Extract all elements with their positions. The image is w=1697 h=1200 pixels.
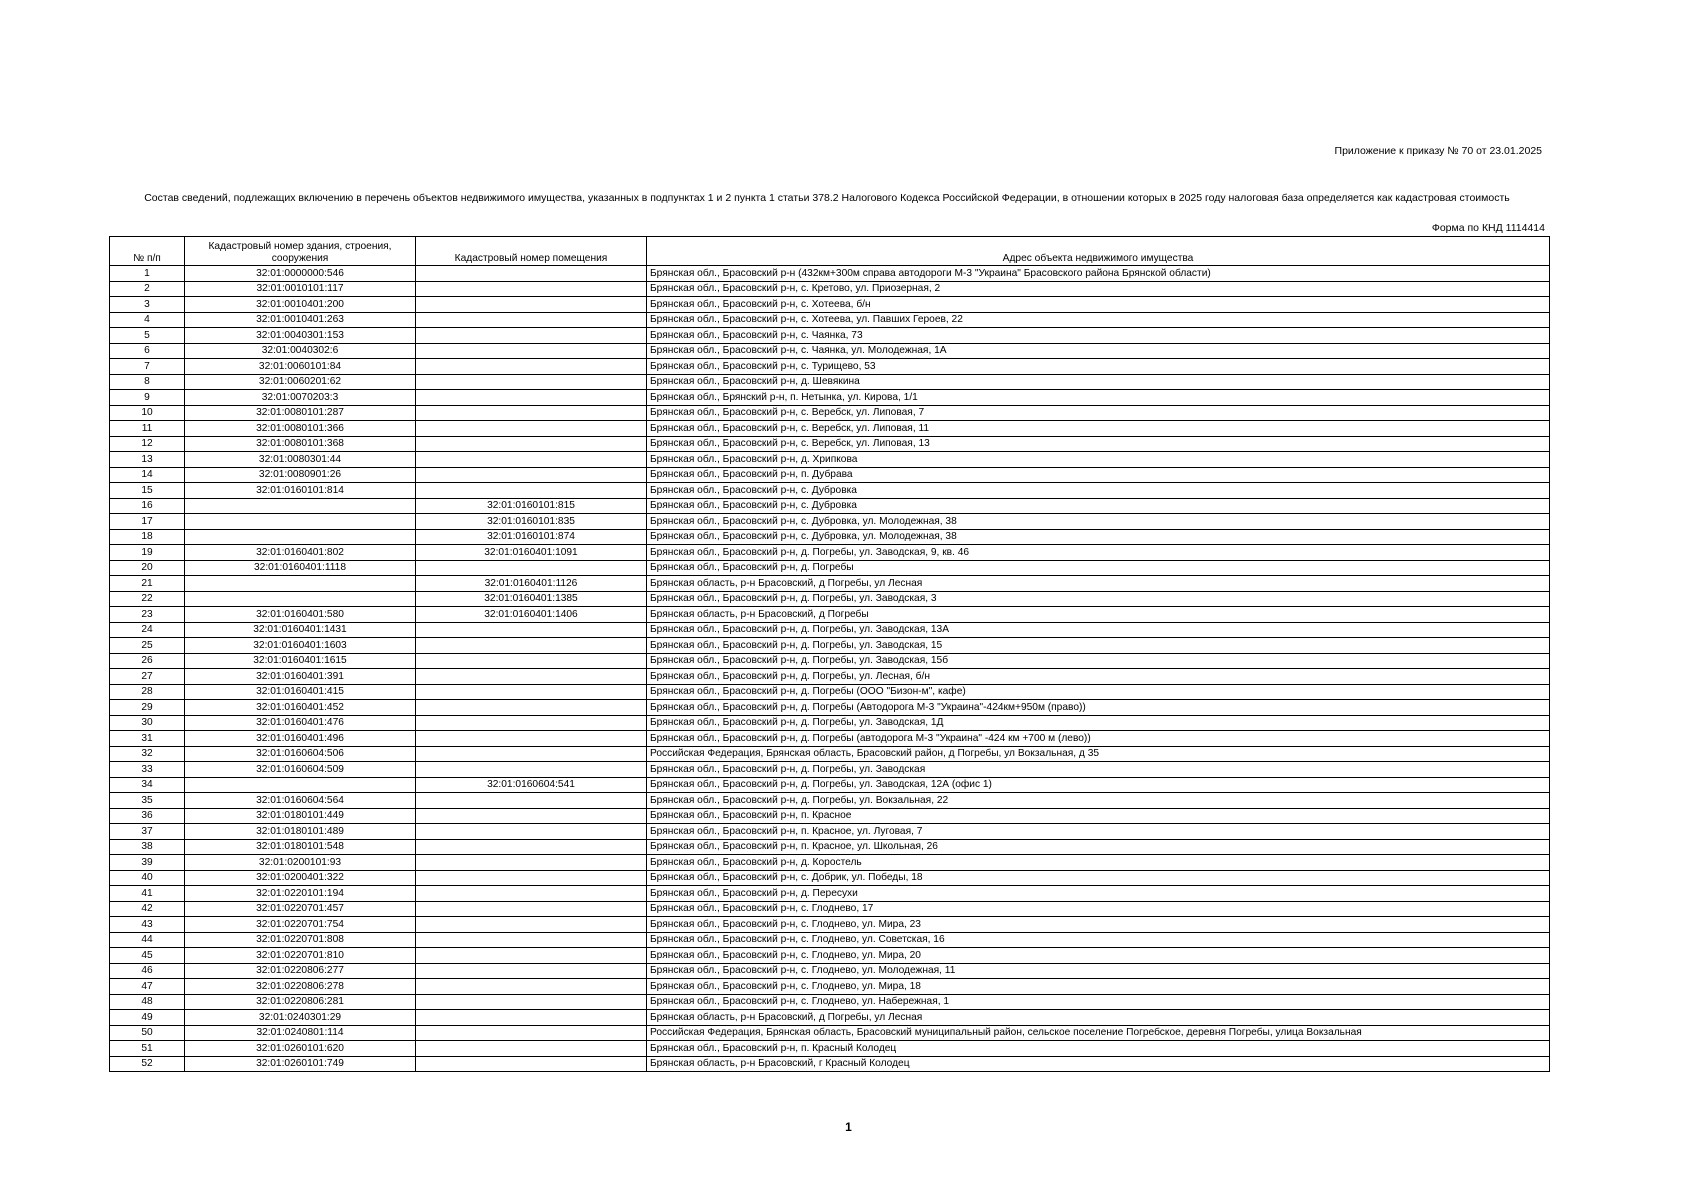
page-number: 1 bbox=[845, 1120, 852, 1134]
room-cadastral-number: 32:01:0160101:815 bbox=[416, 498, 647, 514]
room-cadastral-number bbox=[416, 839, 647, 855]
document-title: Состав сведений, подлежащих включению в перечень объектов недвижимого имущества, указанных в подпунктах 1 и 2 пункта 1 статьи 378.2 Налогового Кодекса Российской Федерации, в отношении которых в 2025 году налоговая база определяется как кадастровая стоимость bbox=[144, 192, 1510, 204]
building-cadastral-number bbox=[185, 591, 416, 607]
row-number: 24 bbox=[110, 622, 185, 638]
room-cadastral-number bbox=[416, 560, 647, 576]
table-row bbox=[110, 793, 1550, 809]
room-cadastral-number bbox=[416, 297, 647, 313]
table-row bbox=[110, 684, 1550, 700]
table-row bbox=[110, 607, 1550, 623]
building-cadastral-number: 32:01:0220806:277 bbox=[185, 963, 416, 979]
table-row bbox=[110, 436, 1550, 452]
table-row bbox=[110, 467, 1550, 483]
row-number: 10 bbox=[110, 405, 185, 421]
appendix-note: Приложение к приказу № 70 от 23.01.2025 bbox=[1334, 145, 1542, 157]
building-cadastral-number: 32:01:0040302:6 bbox=[185, 343, 416, 359]
address-cell: Брянская обл., Брасовский р-н, с. Веребск, ул. Липовая, 11 bbox=[647, 421, 1550, 437]
address-cell: Брянская обл., Брасовский р-н, с. Глоднево, ул. Мира, 23 bbox=[647, 917, 1550, 933]
room-cadastral-number: 32:01:0160401:1406 bbox=[416, 607, 647, 623]
room-cadastral-number bbox=[416, 948, 647, 964]
table-row bbox=[110, 638, 1550, 654]
row-number: 23 bbox=[110, 607, 185, 623]
building-cadastral-number: 32:01:0160401:496 bbox=[185, 731, 416, 747]
table-row bbox=[110, 405, 1550, 421]
room-cadastral-number bbox=[416, 405, 647, 421]
row-number: 28 bbox=[110, 684, 185, 700]
row-number: 47 bbox=[110, 979, 185, 995]
table-row bbox=[110, 886, 1550, 902]
table-row bbox=[110, 839, 1550, 855]
room-cadastral-number bbox=[416, 374, 647, 390]
address-cell: Брянская обл., Брасовский р-н, д. Шевякина bbox=[647, 374, 1550, 390]
building-cadastral-number: 32:01:0160401:415 bbox=[185, 684, 416, 700]
building-cadastral-number: 32:01:0220701:810 bbox=[185, 948, 416, 964]
room-cadastral-number bbox=[416, 343, 647, 359]
table-row bbox=[110, 591, 1550, 607]
room-cadastral-number bbox=[416, 808, 647, 824]
room-cadastral-number bbox=[416, 824, 647, 840]
building-cadastral-number: 32:01:0010401:200 bbox=[185, 297, 416, 313]
table-row bbox=[110, 715, 1550, 731]
room-cadastral-number bbox=[416, 746, 647, 762]
room-cadastral-number bbox=[416, 963, 647, 979]
room-cadastral-number bbox=[416, 390, 647, 406]
address-cell: Брянская область, р-н Брасовский, г Красный Колодец bbox=[647, 1056, 1550, 1072]
table-row bbox=[110, 855, 1550, 871]
room-cadastral-number: 32:01:0160401:1126 bbox=[416, 576, 647, 592]
table-row bbox=[110, 1010, 1550, 1026]
table-row bbox=[110, 312, 1550, 328]
address-cell: Брянская обл., Брасовский р-н, с. Дубровка, ул. Молодежная, 38 bbox=[647, 529, 1550, 545]
table-body bbox=[110, 266, 1550, 1072]
row-number: 11 bbox=[110, 421, 185, 437]
address-cell: Брянская обл., Брасовский р-н, с. Глоднево, ул. Мира, 20 bbox=[647, 948, 1550, 964]
row-number: 43 bbox=[110, 917, 185, 933]
room-cadastral-number bbox=[416, 1025, 647, 1041]
table-row bbox=[110, 979, 1550, 995]
building-cadastral-number: 32:01:0180101:489 bbox=[185, 824, 416, 840]
table-row bbox=[110, 1041, 1550, 1057]
room-cadastral-number bbox=[416, 762, 647, 778]
room-cadastral-number bbox=[416, 1056, 647, 1072]
room-cadastral-number bbox=[416, 622, 647, 638]
row-number: 15 bbox=[110, 483, 185, 499]
address-cell: Брянская обл., Брянский р-н, п. Нетынка, ул. Кирова, 1/1 bbox=[647, 390, 1550, 406]
room-cadastral-number bbox=[416, 793, 647, 809]
address-cell: Брянская обл., Брасовский р-н, д. Пересухи bbox=[647, 886, 1550, 902]
address-cell: Брянская обл., Брасовский р-н, д. Коростель bbox=[647, 855, 1550, 871]
row-number: 51 bbox=[110, 1041, 185, 1057]
room-cadastral-number bbox=[416, 855, 647, 871]
building-cadastral-number: 32:01:0200101:93 bbox=[185, 855, 416, 871]
row-number: 34 bbox=[110, 777, 185, 793]
building-cadastral-number: 32:01:0040301:153 bbox=[185, 328, 416, 344]
building-cadastral-number: 32:01:0160401:452 bbox=[185, 700, 416, 716]
address-cell: Брянская обл., Брасовский р-н, с. Глоднево, ул. Мира, 18 bbox=[647, 979, 1550, 995]
building-cadastral-number: 32:01:0160604:564 bbox=[185, 793, 416, 809]
room-cadastral-number bbox=[416, 932, 647, 948]
table-row bbox=[110, 762, 1550, 778]
table-row bbox=[110, 963, 1550, 979]
table-row bbox=[110, 328, 1550, 344]
row-number: 18 bbox=[110, 529, 185, 545]
address-cell: Брянская обл., Брасовский р-н, с. Веребск, ул. Липовая, 13 bbox=[647, 436, 1550, 452]
building-cadastral-number: 32:01:0160401:1603 bbox=[185, 638, 416, 654]
address-cell: Брянская область, р-н Брасовский, д Погребы bbox=[647, 607, 1550, 623]
table-row bbox=[110, 700, 1550, 716]
row-number: 27 bbox=[110, 669, 185, 685]
row-number: 46 bbox=[110, 963, 185, 979]
row-number: 30 bbox=[110, 715, 185, 731]
address-cell: Брянская обл., Брасовский р-н, с. Дубровка bbox=[647, 483, 1550, 499]
row-number: 13 bbox=[110, 452, 185, 468]
row-number: 52 bbox=[110, 1056, 185, 1072]
address-cell: Брянская обл., Брасовский р-н, с. Хотеева, б/н bbox=[647, 297, 1550, 313]
building-cadastral-number: 32:01:0160401:802 bbox=[185, 545, 416, 561]
table-row bbox=[110, 731, 1550, 747]
building-cadastral-number: 32:01:0160604:506 bbox=[185, 746, 416, 762]
building-cadastral-number: 32:01:0220701:457 bbox=[185, 901, 416, 917]
address-cell: Брянская обл., Брасовский р-н, с. Дубровка, ул. Молодежная, 38 bbox=[647, 514, 1550, 530]
room-cadastral-number bbox=[416, 979, 647, 995]
address-cell: Брянская обл., Брасовский р-н (432км+300м справа автодороги М-3 "Украина" Брасовского района Брянской области) bbox=[647, 266, 1550, 282]
room-cadastral-number bbox=[416, 452, 647, 468]
table-row bbox=[110, 359, 1550, 375]
room-cadastral-number bbox=[416, 467, 647, 483]
row-number: 37 bbox=[110, 824, 185, 840]
building-cadastral-number: 32:01:0160401:1118 bbox=[185, 560, 416, 576]
room-cadastral-number: 32:01:0160401:1385 bbox=[416, 591, 647, 607]
row-number: 21 bbox=[110, 576, 185, 592]
room-cadastral-number bbox=[416, 1010, 647, 1026]
building-cadastral-number: 32:01:0200401:322 bbox=[185, 870, 416, 886]
building-cadastral-number: 32:01:0220101:194 bbox=[185, 886, 416, 902]
building-cadastral-number: 32:01:0180101:449 bbox=[185, 808, 416, 824]
room-cadastral-number bbox=[416, 266, 647, 282]
building-cadastral-number: 32:01:0080101:368 bbox=[185, 436, 416, 452]
table-row bbox=[110, 421, 1550, 437]
address-cell: Брянская обл., Брасовский р-н, д. Погребы, ул. Заводская, 9, кв. 46 bbox=[647, 545, 1550, 561]
room-cadastral-number bbox=[416, 669, 647, 685]
address-cell: Брянская обл., Брасовский р-н, с. Хотеева, ул. Павших Героев, 22 bbox=[647, 312, 1550, 328]
address-cell: Брянская обл., Брасовский р-н, с. Глоднево, ул. Молодежная, 11 bbox=[647, 963, 1550, 979]
address-cell: Брянская обл., Брасовский р-н, д. Погребы (автодорога М-3 "Украина" -424 км +700 м (лево)) bbox=[647, 731, 1550, 747]
table-row bbox=[110, 1025, 1550, 1041]
room-cadastral-number bbox=[416, 638, 647, 654]
address-cell: Брянская обл., Брасовский р-н, п. Красное, ул. Луговая, 7 bbox=[647, 824, 1550, 840]
header-num: № п/п bbox=[110, 237, 185, 266]
room-cadastral-number bbox=[416, 281, 647, 297]
address-cell: Брянская обл., Брасовский р-н, д. Погребы, ул. Заводская bbox=[647, 762, 1550, 778]
table-row bbox=[110, 266, 1550, 282]
building-cadastral-number: 32:01:0060101:84 bbox=[185, 359, 416, 375]
room-cadastral-number bbox=[416, 715, 647, 731]
address-cell: Брянская область, р-н Брасовский, д Погребы, ул Лесная bbox=[647, 576, 1550, 592]
row-number: 31 bbox=[110, 731, 185, 747]
building-cadastral-number: 32:01:0260101:620 bbox=[185, 1041, 416, 1057]
address-cell: Брянская обл., Брасовский р-н, п. Красное bbox=[647, 808, 1550, 824]
building-cadastral-number bbox=[185, 576, 416, 592]
building-cadastral-number: 32:01:0080901:26 bbox=[185, 467, 416, 483]
row-number: 12 bbox=[110, 436, 185, 452]
address-cell: Брянская обл., Брасовский р-н, с. Чаянка, ул. Молодежная, 1А bbox=[647, 343, 1550, 359]
room-cadastral-number bbox=[416, 421, 647, 437]
room-cadastral-number bbox=[416, 870, 647, 886]
table-row bbox=[110, 746, 1550, 762]
building-cadastral-number: 32:01:0220806:278 bbox=[185, 979, 416, 995]
address-cell: Российская Федерация, Брянская область, Брасовский муниципальный район, сельское поселение Погребское, деревня Погребы, улица Вокзальная bbox=[647, 1025, 1550, 1041]
building-cadastral-number: 32:01:0220701:754 bbox=[185, 917, 416, 933]
table-row bbox=[110, 824, 1550, 840]
address-cell: Брянская обл., Брасовский р-н, с. Глоднево, ул. Набережная, 1 bbox=[647, 994, 1550, 1010]
building-cadastral-number: 32:01:0160101:814 bbox=[185, 483, 416, 499]
row-number: 38 bbox=[110, 839, 185, 855]
row-number: 25 bbox=[110, 638, 185, 654]
building-cadastral-number: 32:01:0160604:509 bbox=[185, 762, 416, 778]
room-cadastral-number bbox=[416, 684, 647, 700]
row-number: 7 bbox=[110, 359, 185, 375]
address-cell: Брянская обл., Брасовский р-н, д. Хрипкова bbox=[647, 452, 1550, 468]
row-number: 42 bbox=[110, 901, 185, 917]
row-number: 36 bbox=[110, 808, 185, 824]
row-number: 16 bbox=[110, 498, 185, 514]
row-number: 29 bbox=[110, 700, 185, 716]
building-cadastral-number bbox=[185, 777, 416, 793]
building-cadastral-number: 32:01:0080101:366 bbox=[185, 421, 416, 437]
address-cell: Брянская обл., Брасовский р-н, д. Погребы (ООО "Бизон-м", кафе) bbox=[647, 684, 1550, 700]
table-row bbox=[110, 1056, 1550, 1072]
table-row bbox=[110, 808, 1550, 824]
row-number: 9 bbox=[110, 390, 185, 406]
table-row bbox=[110, 948, 1550, 964]
form-code: Форма по КНД 1114414 bbox=[1431, 222, 1545, 234]
header-address: Адрес объекта недвижимого имущества bbox=[647, 237, 1550, 266]
building-cadastral-number: 32:01:0010101:117 bbox=[185, 281, 416, 297]
room-cadastral-number bbox=[416, 653, 647, 669]
building-cadastral-number: 32:01:0160401:1615 bbox=[185, 653, 416, 669]
building-cadastral-number: 32:01:0160401:391 bbox=[185, 669, 416, 685]
address-cell: Брянская обл., Брасовский р-н, д. Погребы, ул. Лесная, б/н bbox=[647, 669, 1550, 685]
table-row bbox=[110, 932, 1550, 948]
row-number: 5 bbox=[110, 328, 185, 344]
address-cell: Брянская обл., Брасовский р-н, с. Кретово, ул. Приозерная, 2 bbox=[647, 281, 1550, 297]
row-number: 50 bbox=[110, 1025, 185, 1041]
building-cadastral-number: 32:01:0160401:476 bbox=[185, 715, 416, 731]
room-cadastral-number bbox=[416, 994, 647, 1010]
room-cadastral-number bbox=[416, 700, 647, 716]
row-number: 48 bbox=[110, 994, 185, 1010]
building-cadastral-number: 32:01:0000000:546 bbox=[185, 266, 416, 282]
table-row bbox=[110, 777, 1550, 793]
row-number: 40 bbox=[110, 870, 185, 886]
row-number: 44 bbox=[110, 932, 185, 948]
table-row bbox=[110, 529, 1550, 545]
building-cadastral-number: 32:01:0240301:29 bbox=[185, 1010, 416, 1026]
address-cell: Брянская обл., Брасовский р-н, д. Погребы, ул. Вокзальная, 22 bbox=[647, 793, 1550, 809]
table-row bbox=[110, 901, 1550, 917]
room-cadastral-number bbox=[416, 312, 647, 328]
address-cell: Брянская обл., Брасовский р-н, д. Погребы, ул. Заводская, 12А (офис 1) bbox=[647, 777, 1550, 793]
table-row bbox=[110, 560, 1550, 576]
row-number: 20 bbox=[110, 560, 185, 576]
row-number: 14 bbox=[110, 467, 185, 483]
building-cadastral-number bbox=[185, 514, 416, 530]
table-row bbox=[110, 483, 1550, 499]
building-cadastral-number: 32:01:0060201:62 bbox=[185, 374, 416, 390]
address-cell: Брянская область, р-н Брасовский, д Погребы, ул Лесная bbox=[647, 1010, 1550, 1026]
row-number: 45 bbox=[110, 948, 185, 964]
building-cadastral-number bbox=[185, 529, 416, 545]
header-room: Кадастровый номер помещения bbox=[416, 237, 647, 266]
room-cadastral-number: 32:01:0160101:874 bbox=[416, 529, 647, 545]
table-row bbox=[110, 374, 1550, 390]
address-cell: Брянская обл., Брасовский р-н, с. Добрик, ул. Победы, 18 bbox=[647, 870, 1550, 886]
address-cell: Брянская обл., Брасовский р-н, д. Погребы, ул. Заводская, 1Д bbox=[647, 715, 1550, 731]
address-cell: Брянская обл., Брасовский р-н, с. Дубровка bbox=[647, 498, 1550, 514]
row-number: 6 bbox=[110, 343, 185, 359]
table-row bbox=[110, 653, 1550, 669]
table-row bbox=[110, 917, 1550, 933]
property-registry-table bbox=[109, 236, 1550, 1072]
row-number: 8 bbox=[110, 374, 185, 390]
room-cadastral-number bbox=[416, 731, 647, 747]
address-cell: Брянская обл., Брасовский р-н, п. Дубрава bbox=[647, 467, 1550, 483]
row-number: 17 bbox=[110, 514, 185, 530]
address-cell: Брянская обл., Брасовский р-н, с. Турищево, 53 bbox=[647, 359, 1550, 375]
building-cadastral-number: 32:01:0080301:44 bbox=[185, 452, 416, 468]
table-row bbox=[110, 297, 1550, 313]
table-row bbox=[110, 669, 1550, 685]
row-number: 49 bbox=[110, 1010, 185, 1026]
building-cadastral-number bbox=[185, 498, 416, 514]
row-number: 26 bbox=[110, 653, 185, 669]
building-cadastral-number: 32:01:0160401:580 bbox=[185, 607, 416, 623]
header-building: Кадастровый номер здания, строения, сооружения bbox=[185, 237, 416, 266]
row-number: 33 bbox=[110, 762, 185, 778]
address-cell: Брянская обл., Брасовский р-н, п. Красный Колодец bbox=[647, 1041, 1550, 1057]
building-cadastral-number: 32:01:0260101:749 bbox=[185, 1056, 416, 1072]
row-number: 1 bbox=[110, 266, 185, 282]
table-row bbox=[110, 545, 1550, 561]
building-cadastral-number: 32:01:0220806:281 bbox=[185, 994, 416, 1010]
address-cell: Брянская обл., Брасовский р-н, с. Глоднево, 17 bbox=[647, 901, 1550, 917]
address-cell: Брянская обл., Брасовский р-н, с. Глоднево, ул. Советская, 16 bbox=[647, 932, 1550, 948]
row-number: 4 bbox=[110, 312, 185, 328]
row-number: 3 bbox=[110, 297, 185, 313]
address-cell: Брянская обл., Брасовский р-н, д. Погребы, ул. Заводская, 15б bbox=[647, 653, 1550, 669]
building-cadastral-number: 32:01:0240801:114 bbox=[185, 1025, 416, 1041]
room-cadastral-number: 32:01:0160604:541 bbox=[416, 777, 647, 793]
building-cadastral-number: 32:01:0180101:548 bbox=[185, 839, 416, 855]
room-cadastral-number bbox=[416, 886, 647, 902]
address-cell: Российская Федерация, Брянская область, Брасовский район, д Погребы, ул Вокзальная, д 35 bbox=[647, 746, 1550, 762]
building-cadastral-number: 32:01:0220701:808 bbox=[185, 932, 416, 948]
address-cell: Брянская обл., Брасовский р-н, д. Погребы (Автодорога М-3 "Украина"-424км+950м (право)) bbox=[647, 700, 1550, 716]
row-number: 32 bbox=[110, 746, 185, 762]
table-row bbox=[110, 514, 1550, 530]
table-row bbox=[110, 870, 1550, 886]
row-number: 39 bbox=[110, 855, 185, 871]
table-row bbox=[110, 343, 1550, 359]
address-cell: Брянская обл., Брасовский р-н, д. Погребы, ул. Заводская, 13А bbox=[647, 622, 1550, 638]
table-header-row bbox=[110, 237, 1550, 266]
room-cadastral-number bbox=[416, 917, 647, 933]
row-number: 19 bbox=[110, 545, 185, 561]
row-number: 22 bbox=[110, 591, 185, 607]
address-cell: Брянская обл., Брасовский р-н, д. Погребы bbox=[647, 560, 1550, 576]
table-row bbox=[110, 576, 1550, 592]
room-cadastral-number bbox=[416, 901, 647, 917]
address-cell: Брянская обл., Брасовский р-н, с. Чаянка, 73 bbox=[647, 328, 1550, 344]
row-number: 35 bbox=[110, 793, 185, 809]
room-cadastral-number: 32:01:0160401:1091 bbox=[416, 545, 647, 561]
room-cadastral-number bbox=[416, 436, 647, 452]
row-number: 2 bbox=[110, 281, 185, 297]
address-cell: Брянская обл., Брасовский р-н, д. Погребы, ул. Заводская, 15 bbox=[647, 638, 1550, 654]
building-cadastral-number: 32:01:0070203:3 bbox=[185, 390, 416, 406]
address-cell: Брянская обл., Брасовский р-н, д. Погребы, ул. Заводская, 3 bbox=[647, 591, 1550, 607]
table-row bbox=[110, 281, 1550, 297]
room-cadastral-number bbox=[416, 1041, 647, 1057]
building-cadastral-number: 32:01:0160401:1431 bbox=[185, 622, 416, 638]
table-row bbox=[110, 994, 1550, 1010]
address-cell: Брянская обл., Брасовский р-н, п. Красное, ул. Школьная, 26 bbox=[647, 839, 1550, 855]
table-row bbox=[110, 622, 1550, 638]
table-row bbox=[110, 498, 1550, 514]
room-cadastral-number: 32:01:0160101:835 bbox=[416, 514, 647, 530]
table-row bbox=[110, 452, 1550, 468]
room-cadastral-number bbox=[416, 483, 647, 499]
room-cadastral-number bbox=[416, 359, 647, 375]
row-number: 41 bbox=[110, 886, 185, 902]
table-row bbox=[110, 390, 1550, 406]
building-cadastral-number: 32:01:0010401:263 bbox=[185, 312, 416, 328]
address-cell: Брянская обл., Брасовский р-н, с. Веребск, ул. Липовая, 7 bbox=[647, 405, 1550, 421]
building-cadastral-number: 32:01:0080101:287 bbox=[185, 405, 416, 421]
room-cadastral-number bbox=[416, 328, 647, 344]
